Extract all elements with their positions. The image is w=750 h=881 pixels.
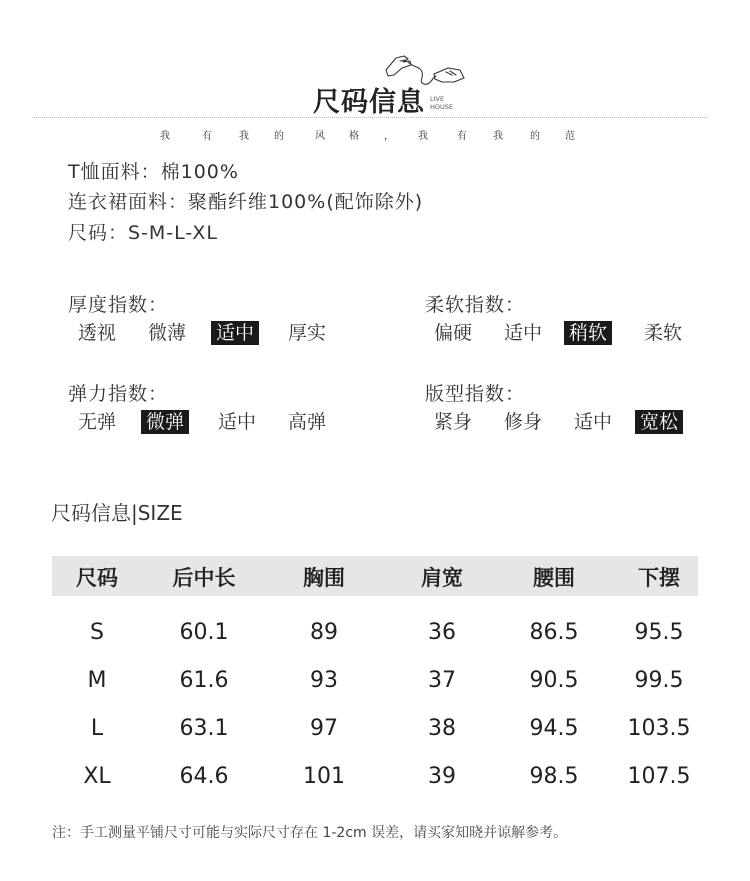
table-column-header: 下摆 <box>638 566 680 590</box>
table-cell: 39 <box>428 764 456 789</box>
table-cell: 95.5 <box>634 620 684 645</box>
fit-option: 修身 <box>504 411 543 433</box>
thickness-option: 微薄 <box>148 322 187 344</box>
size-heading: 尺码信息|SIZE <box>51 501 183 525</box>
table-cell: 89 <box>310 620 338 645</box>
dress-fabric: 连衣裙面料：聚酯纤维100%(配饰除外) <box>68 191 424 213</box>
elasticity-option: 适中 <box>218 411 257 433</box>
table-cell: 98.5 <box>529 764 579 789</box>
table-cell: 94.5 <box>529 716 579 741</box>
size-range: 尺码：S-M-L-XL <box>68 222 218 244</box>
table-cell: 90.5 <box>529 668 579 693</box>
thickness-index-title: 厚度指数： <box>68 294 169 316</box>
slogan-char: 我 <box>160 131 170 142</box>
elasticity-option: 无弹 <box>78 411 117 433</box>
fit-option: 紧身 <box>434 411 473 433</box>
table-cell: 97 <box>310 716 338 741</box>
fit-index-title: 版型指数： <box>425 383 526 405</box>
logo-text-line2: HOUSE <box>430 103 453 111</box>
table-column-header: 肩宽 <box>421 566 463 590</box>
softness-option: 偏硬 <box>434 322 473 344</box>
header-divider <box>32 117 707 118</box>
table-cell: 63.1 <box>179 716 229 741</box>
slogan-char: 范 <box>565 131 575 142</box>
table-column-header: 胸围 <box>303 566 345 590</box>
table-cell: 86.5 <box>529 620 579 645</box>
slogan-char: 我 <box>418 131 428 142</box>
slogan-char: 我 <box>239 131 249 142</box>
slogan-char: 有 <box>202 131 212 142</box>
softness-index-title: 柔软指数： <box>425 294 526 316</box>
table-cell: 36 <box>428 620 456 645</box>
slogan-char: 格 <box>349 131 359 142</box>
table-cell: 99.5 <box>634 668 684 693</box>
table-cell: 103.5 <box>627 716 691 741</box>
logo-text-line1: LIVE <box>430 95 445 103</box>
fit-option-selected: 宽松 <box>635 410 683 434</box>
slogan-char: 的 <box>274 131 284 142</box>
table-cell: XL <box>83 764 111 789</box>
table-cell: 61.6 <box>179 668 229 693</box>
table-cell: 107.5 <box>627 764 691 789</box>
softness-option: 柔软 <box>644 322 683 344</box>
table-cell: M <box>87 668 107 693</box>
table-cell: 93 <box>310 668 338 693</box>
slogan-char: ， <box>384 131 394 142</box>
elasticity-option: 高弹 <box>288 411 327 433</box>
logo-text <box>430 95 453 111</box>
table-cell: 101 <box>303 764 345 789</box>
measurement-note: 注：手工测量平铺尺寸可能与实际尺寸存在 1-2cm 误差，请买家知晓并谅解参考。 <box>52 825 568 841</box>
table-cell: S <box>90 620 104 645</box>
slogan-char: 的 <box>530 131 540 142</box>
thickness-option-selected: 适中 <box>211 321 259 345</box>
hands-logo-icon <box>382 48 468 112</box>
table-cell: 64.6 <box>179 764 229 789</box>
table-cell: 37 <box>428 668 456 693</box>
page-title: 尺码信息 <box>313 87 425 118</box>
table-column-header: 后中长 <box>172 566 236 590</box>
tshirt-fabric: T恤面料：棉100% <box>68 161 239 183</box>
softness-option: 适中 <box>504 322 543 344</box>
table-cell: L <box>90 716 104 741</box>
slogan-char: 有 <box>457 131 467 142</box>
thickness-option: 透视 <box>78 322 117 344</box>
fit-option: 适中 <box>574 411 613 433</box>
elasticity-index-title: 弹力指数： <box>68 383 169 405</box>
table-column-header: 尺码 <box>76 566 118 590</box>
table-header <box>52 556 698 596</box>
thickness-option: 厚实 <box>288 322 327 344</box>
table-cell: 38 <box>428 716 456 741</box>
softness-option-selected: 稍软 <box>564 321 612 345</box>
table-cell: 60.1 <box>179 620 229 645</box>
slogan-char: 风 <box>315 131 325 142</box>
table-column-header: 腰围 <box>533 566 575 590</box>
slogan-char: 我 <box>493 131 503 142</box>
elasticity-option-selected: 微弹 <box>141 410 189 434</box>
